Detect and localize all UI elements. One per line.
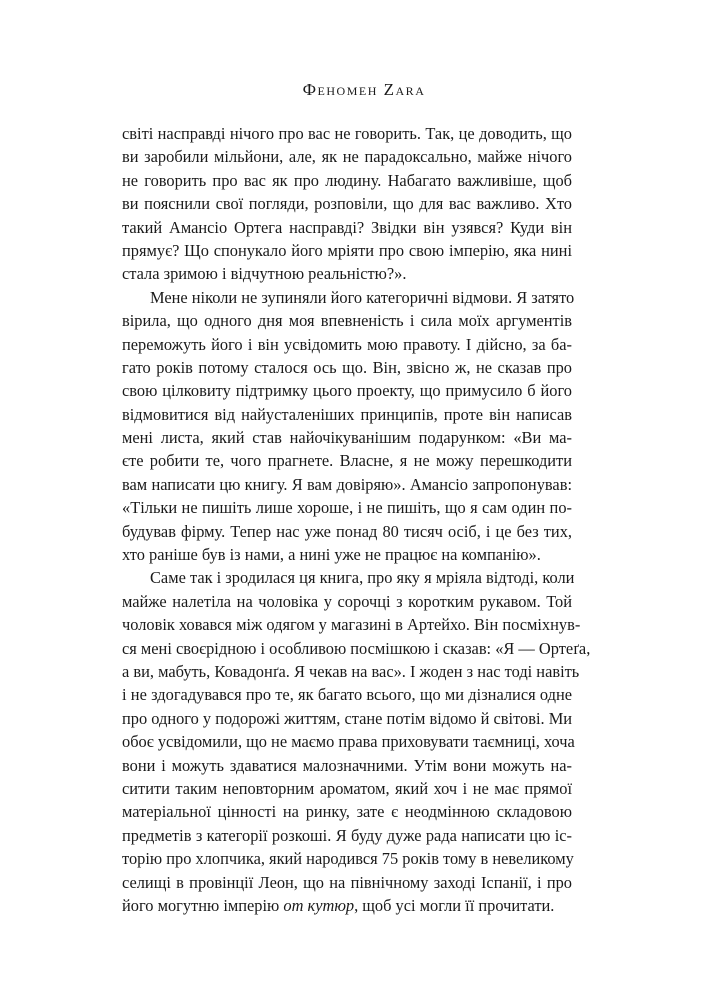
text-line: «Тільки не пишіть лише хороше, і не пишіть, що я сам один по- bbox=[122, 498, 572, 518]
text-line: свою цілковиту підтримку цього проекту, що примусило б його bbox=[122, 381, 572, 401]
text-line: переможуть його і він усвідомить мою правоту. І дійсно, за ба- bbox=[122, 334, 572, 354]
text-segment: , щоб усі могли її прочитати. bbox=[354, 895, 555, 915]
text-line: вірила, що одного дня моя впевненість і сила моїх аргументів bbox=[122, 311, 572, 331]
paragraph-1 bbox=[122, 122, 572, 286]
text-line: вони і можуть здаватися малозначними. Утім вони можуть на- bbox=[122, 755, 572, 775]
text-line: будував фірму. Тепер нас уже понад 80 тисяч осіб, і це без тих, bbox=[122, 521, 572, 541]
text-line: ся мені своєрідною і особливою посмішкою і сказав: «Я — Ортеґа, bbox=[122, 638, 591, 658]
text-line: хто раніше був із нами, а нині уже не працює на компанію». bbox=[122, 545, 541, 565]
text-line: чоловік ховався між одягом у магазині в Артейхо. Він посміхнув- bbox=[122, 615, 581, 635]
text-line: ситити таким неповторним ароматом, який хоч і не має прямої bbox=[122, 778, 572, 798]
text-line: прямує? Що спонукало його мріяти про свою імперію, яка нині bbox=[122, 240, 572, 260]
text-line: такий Амансіо Ортега насправді? Звідки він узявся? Куди він bbox=[122, 217, 572, 237]
text-line: відмовитися від найусталеніших принципів, проте він написав bbox=[122, 404, 572, 424]
text-line-final bbox=[122, 894, 572, 917]
text-line: селищі в провінції Леон, що на північному заході Іспанії, і про bbox=[122, 872, 572, 892]
text-line: Саме так і зродилася ця книга, про яку я мріяла відтоді, коли bbox=[150, 568, 575, 588]
text-line: а ви, мабуть, Ковадонґа. Я чекав на вас». І жоден з нас тоді навіть bbox=[122, 661, 580, 681]
text-line: і не здогадувався про те, як багато всього, що ми дізналися одне bbox=[122, 685, 572, 705]
text-line: обоє усвідомили, що не маємо права приховувати таємниці, хоча bbox=[122, 732, 575, 752]
text-line: єте робити те, чого прагнете. Власне, я не можу перешкодити bbox=[122, 451, 572, 471]
text-line: про одного у подорожі життям, стане потім відомо й світові. Ми bbox=[122, 708, 573, 728]
text-line: світі насправді нічого про вас не говорить. Так, це доводить, що bbox=[122, 124, 572, 143]
body-text bbox=[122, 122, 591, 917]
text-line: гато років потому сталося ось що. Він, звісно ж, не сказав про bbox=[122, 357, 572, 377]
text-segment: його могутню імперію bbox=[122, 895, 284, 915]
text-line: Мене ніколи не зупиняли його категоричні відмови. Я затято bbox=[150, 287, 575, 307]
text-line: вам написати цю книгу. Я вам довіряю». Амансіо запропонував: bbox=[122, 474, 572, 494]
paragraph-3 bbox=[122, 566, 591, 917]
text-line: предметів з категорії розкоші. Я буду дуже рада написати цю іс- bbox=[122, 825, 572, 845]
text-line: торію про хлопчика, який народився 75 років тому в невеликому bbox=[122, 849, 574, 869]
running-head: Феномен Zara bbox=[302, 80, 426, 99]
text-line: мені листа, який став найочікуванішим подарунком: «Ви ма- bbox=[122, 428, 572, 448]
text-line: ви заробили мільйони, але, як не парадоксально, майже нічого bbox=[122, 147, 572, 167]
text-line: не говорить про вас як про людину. Набагато важливіше, щоб bbox=[122, 170, 572, 190]
text-line: ви пояснили свої погляди, розповіли, що для вас важливо. Хто bbox=[122, 194, 572, 214]
italic-term: от кутюр bbox=[283, 895, 355, 915]
text-line: матеріальної цінності на ринку, зате є неодмінною складовою bbox=[122, 802, 572, 822]
paragraph-2 bbox=[122, 286, 575, 567]
text-line: майже налетіла на чоловіка у сорочці з коротким рукавом. Той bbox=[122, 591, 572, 611]
text-line: стала зримою і відчутною реальністю?». bbox=[122, 264, 407, 284]
